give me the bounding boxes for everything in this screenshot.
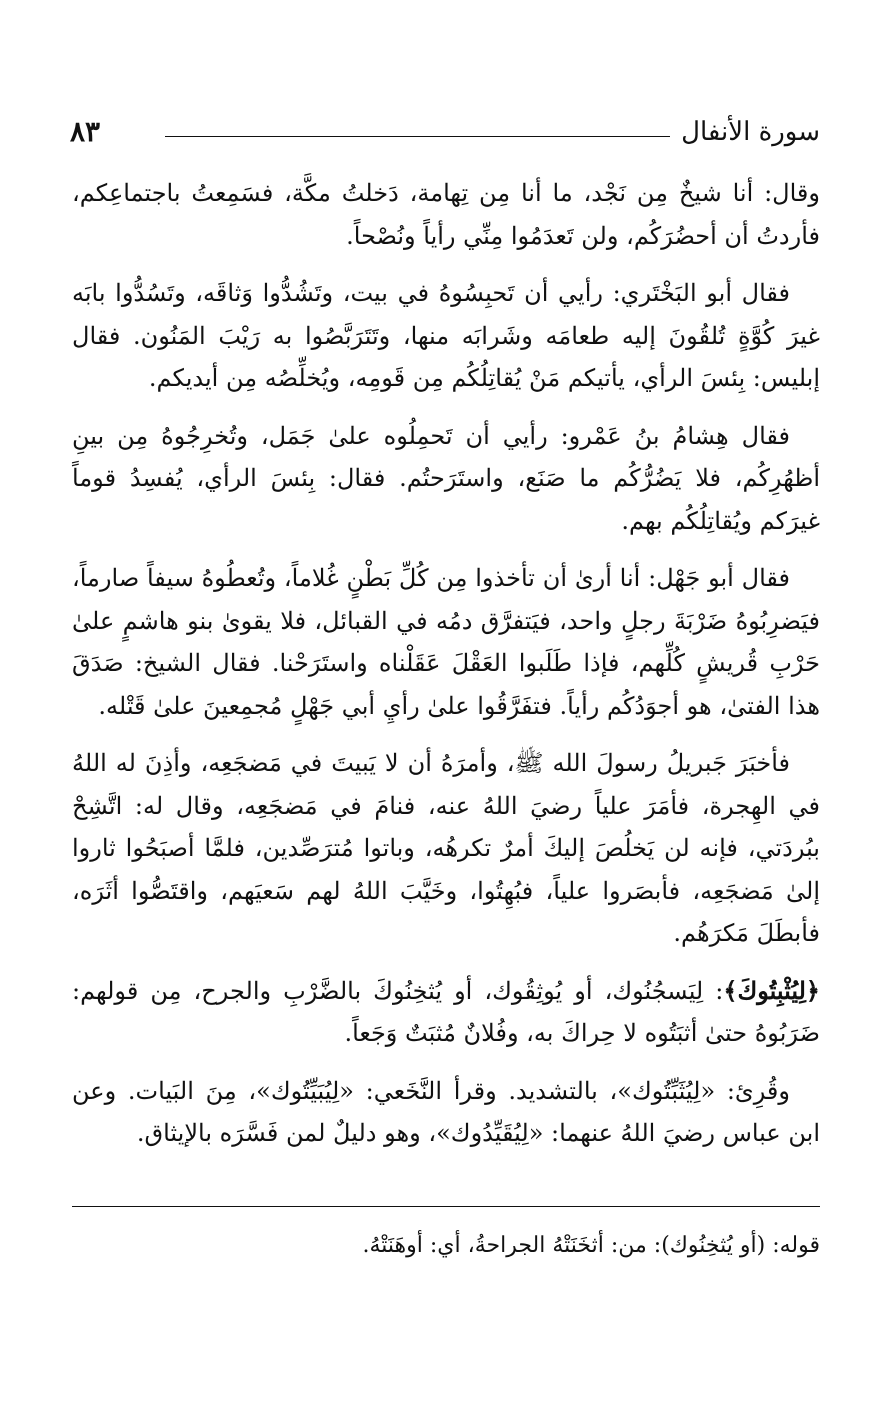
paragraph-gloss [72,970,820,1055]
main-text [72,172,820,1170]
footnote: قوله: (أو يُثخِنُوك): من: أثخَنَتْهُ الجراحةُ، أي: أوهَنَتْهُ. [362,1233,820,1258]
header-rule [165,136,670,137]
paragraph-readings: وقُرِئ: «لِيُثَبِّتُوك»، بالتشديد. وقرأ النَّخَعي: «لِيُبَيِّتُوك»، مِنَ البَيات. وعن ابن عباس رضيَ اللهُ عنهما: «لِيُقَيِّدُوك»، وهو دليلٌ لمن فَسَّرَه بالإيثاق. [72,1076,820,1147]
paragraph-jibril-news: فأخبَرَ جَبريلُ رسولَ الله ﷺ، وأمرَهُ أن لا يَبيتَ في مَضجَعِه، وأذِنَ له اللهُ في الهِجرة، فأمَرَ علياً رضيَ اللهُ عنه، فنامَ في مَضجَعِه، وقال له: اتَّشِحْ ببُردَتي، فإنه لن يَخلُصَ إليكَ أمرٌ تكرهُه، وباتوا مُترَصِّدين، فلمَّا أصبَحُوا ثاروا إلىٰ مَضجَعِه، فأبصَروا علياً، فبُهِتُوا، وخَيَّبَ اللهُ لهم سَعيَهم، واقتَصُّوا أثَرَه، فأبطَلَ مَكرَهُم. [72,749,820,947]
paragraph-hisham: فقال هِشامُ بنُ عَمْرو: رأيي أن تَحمِلُوه علىٰ جَمَل، وتُخرِجُوهُ مِن بينِ أظهُرِكُم، فلا يَضُرُّكُم ما صَنَع، واستَرَحتُم. فقال: بِئسَ الرأي، يُفسِدُ قوماً غيرَكم ويُقاتِلُكُم بهم. [72,421,820,535]
page-number: ٨٣ [70,115,101,148]
paragraph-stranger-speech: وقال: أنا شيخٌ مِن نَجْد، ما أنا مِن تِهامة، دَخلتُ مكَّة، فسَمِعتُ باجتماعِكم، فأردتُ أن أحضُرَكُم، ولن تَعدَمُوا مِنِّي رأياً ونُصْحاً. [72,179,820,250]
running-title: سورة الأنفال [681,117,820,147]
paragraph-abu-jahl: فقال أبو جَهْل: أنا أرىٰ أن تأخذوا مِن كُلِّ بَطْنٍ غُلاماً، وتُعطُوهُ سيفاً صارماً، فيَضرِبُوهُ ضَرْبَةَ رجلٍ واحد، فيَتفرَّق دمُه في القبائل، فلا يقوىٰ بنو هاشمٍ علىٰ حَرْبِ قُريشٍ كُلِّهم، فإذا طَلَبوا العَقْلَ عَقَلْناه واستَرَحْنا. فقال الشيخ: صَدَقَ هذا الفتىٰ، هو أجوَدُكُم رأياً. فتفَرَّقُوا علىٰ رأيِ أبي جَهْلٍ مُجمِعينَ علىٰ قَتْله. [72,564,820,720]
page-header [70,112,820,152]
gloss-explanation: : لِيَسجُنُوك، أو يُوثِقُوك، أو يُثخِنُوكَ بالضَّرْبِ والجرح، مِن قولهم: ضَرَبُوهُ حتىٰ أثبَتُوه لا حِراكَ به، وفُلانٌ مُثبَتٌ وَجَعاً. [72,976,820,1047]
footnote-separator [72,1206,820,1207]
paragraph-abu-bakhtari: فقال أبو البَخْتَري: رأيي أن تَحبِسُوهُ في بيت، وتَشُدُّوا وَثاقَه، وتَسُدُّوا بابَه غيرَ كُوَّةٍ تُلقُونَ إليه طعامَه وشَرابَه منها، وتَتَرَبَّصُوا به رَيْبَ المَنُون. فقال إبليس: بِئسَ الرأي، يأتيكم مَنْ يُقاتِلُكُم مِن قَومِه، ويُخلِّصُه مِن أيديكم. [72,279,820,392]
quranic-word: ﴿لِيُثْبِتُوكَ﴾ [723,975,820,1005]
